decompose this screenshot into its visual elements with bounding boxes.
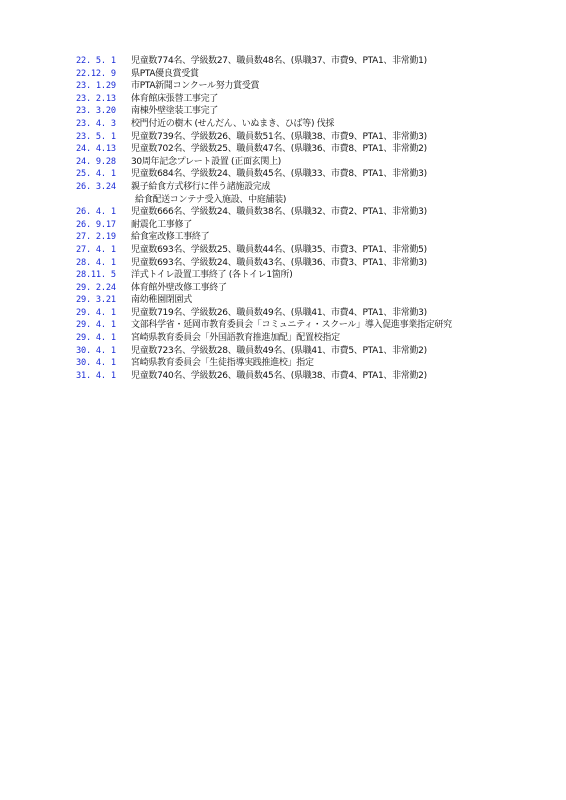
history-entry-list — [76, 55, 546, 382]
entry-text: 給食室改修工事終了 — [131, 232, 210, 243]
entry-text: 耐震化工事修了 — [131, 219, 192, 230]
entry-date: 28.11. 5 — [76, 270, 116, 281]
history-entry — [76, 370, 546, 383]
entry-text: 体育館外壁改修工事終了 — [131, 282, 227, 293]
history-entry — [76, 294, 546, 307]
entry-date: 30. 4. 1 — [76, 358, 116, 369]
entry-text: 児童数693名、学級数24、職員数43名、(県職36、市費3、PTA1、非常勤3) — [131, 257, 427, 268]
history-entry — [76, 345, 546, 358]
history-entry — [76, 194, 546, 207]
history-entry — [76, 244, 546, 257]
entry-date: 29. 4. 1 — [76, 307, 116, 318]
entry-text: 南棟外壁塗装工事完了 — [131, 106, 219, 117]
history-entry — [76, 282, 546, 295]
entry-text: 児童数666名、学級数24、職員数38名、(県職32、市費2、PTA1、非常勤3) — [131, 207, 427, 218]
entry-text: 洋式トイレ設置工事終了 (各トイレ1箇所) — [131, 270, 293, 281]
entry-date: 26. 4. 1 — [76, 207, 116, 218]
entry-date: 27. 2.19 — [76, 232, 116, 243]
entry-text: 給食配送コンテナ受入施設、中庭舗装) — [135, 194, 287, 205]
entry-date: 29. 4. 1 — [76, 333, 116, 344]
entry-date: 23. 1.29 — [76, 81, 116, 92]
entry-date: 26. 3.24 — [76, 181, 116, 192]
entry-date: 28. 4. 1 — [76, 257, 116, 268]
history-entry — [76, 332, 546, 345]
entry-text: 児童数693名、学級数25、職員数44名、(県職35、市費3、PTA1、非常勤5) — [131, 244, 427, 255]
entry-text: 校門付近の樹木 (せんだん、いぬまき、ひば等) 伐採 — [131, 118, 335, 129]
entry-text: 宮崎県教育委員会「外国語教育推進加配」配置校指定 — [131, 333, 340, 344]
entry-text: 児童数723名、学級数28、職員数49名、(県職41、市費5、PTA1、非常勤2) — [131, 345, 427, 356]
history-entry — [76, 93, 546, 106]
entry-text: 市PTA新聞コンクール努力賞受賞 — [131, 81, 260, 92]
entry-date: 24. 4.13 — [76, 144, 116, 155]
history-entry — [76, 80, 546, 93]
history-entry — [76, 269, 546, 282]
entry-text: 30周年記念プレート設置 (正面玄関上) — [131, 156, 281, 167]
entry-date: 24. 9.28 — [76, 156, 116, 167]
history-entry — [76, 168, 546, 181]
history-entry — [76, 219, 546, 232]
entry-text: 親子給食方式移行に伴う諸施設完成 — [131, 181, 271, 192]
entry-date: 25. 4. 1 — [76, 169, 116, 180]
history-entry — [76, 231, 546, 244]
entry-date: 23. 3.20 — [76, 106, 116, 117]
entry-date: 31. 4. 1 — [76, 370, 116, 381]
history-entry — [76, 68, 546, 81]
history-entry — [76, 319, 546, 332]
history-entry — [76, 118, 546, 131]
entry-text: 児童数739名、学級数26、職員数51名、(県職38、市費9、PTA1、非常勤3) — [131, 131, 427, 142]
entry-date: 23. 5. 1 — [76, 131, 116, 142]
entry-date: 29. 2.24 — [76, 282, 116, 293]
history-entry — [76, 357, 546, 370]
entry-text: 文部科学省・延岡市教育委員会「コミュニティ・スクール」導入促進事業指定研究 — [131, 320, 452, 331]
entry-date: 23. 4. 3 — [76, 118, 116, 129]
entry-text: 児童数774名、学級数27、職員数48名、(県職37、市費9、PTA1、非常勤1) — [131, 56, 427, 66]
entry-date: 27. 4. 1 — [76, 244, 116, 255]
entry-date: 22. 5. 1 — [76, 56, 116, 66]
history-entry — [76, 143, 546, 156]
entry-date: 22.12. 9 — [76, 68, 116, 79]
history-entry — [76, 206, 546, 219]
history-entry — [76, 257, 546, 270]
entry-text: 児童数702名、学級数25、職員数47名、(県職36、市費8、PTA1、非常勤2) — [131, 144, 427, 155]
entry-text: 児童数684名、学級数24、職員数45名、(県職33、市費8、PTA1、非常勤3) — [131, 169, 427, 180]
history-entry — [76, 105, 546, 118]
history-entry — [76, 156, 546, 169]
entry-text: 県PTA優良賞受賞 — [131, 68, 199, 79]
history-entry — [76, 55, 546, 68]
entry-date: 29. 4. 1 — [76, 320, 116, 331]
entry-text: 南幼稚園閉園式 — [131, 295, 192, 306]
entry-text: 体育館床張替工事完了 — [131, 93, 219, 104]
entry-text: 宮崎県教育委員会「生徒指導実践推進校」指定 — [131, 358, 314, 369]
history-entry — [76, 181, 546, 194]
entry-date: 30. 4. 1 — [76, 345, 116, 356]
entry-date: 29. 3.21 — [76, 295, 116, 306]
entry-text: 児童数719名、学級数26、職員数49名、(県職41、市費4、PTA1、非常勤3) — [131, 307, 427, 318]
entry-date: 26. 9.17 — [76, 219, 116, 230]
history-entry — [76, 131, 546, 144]
history-entry — [76, 307, 546, 320]
entry-date: 23. 2.13 — [76, 93, 116, 104]
entry-text: 児童数740名、学級数26、職員数45名、(県職38、市費4、PTA1、非常勤2) — [131, 370, 427, 381]
